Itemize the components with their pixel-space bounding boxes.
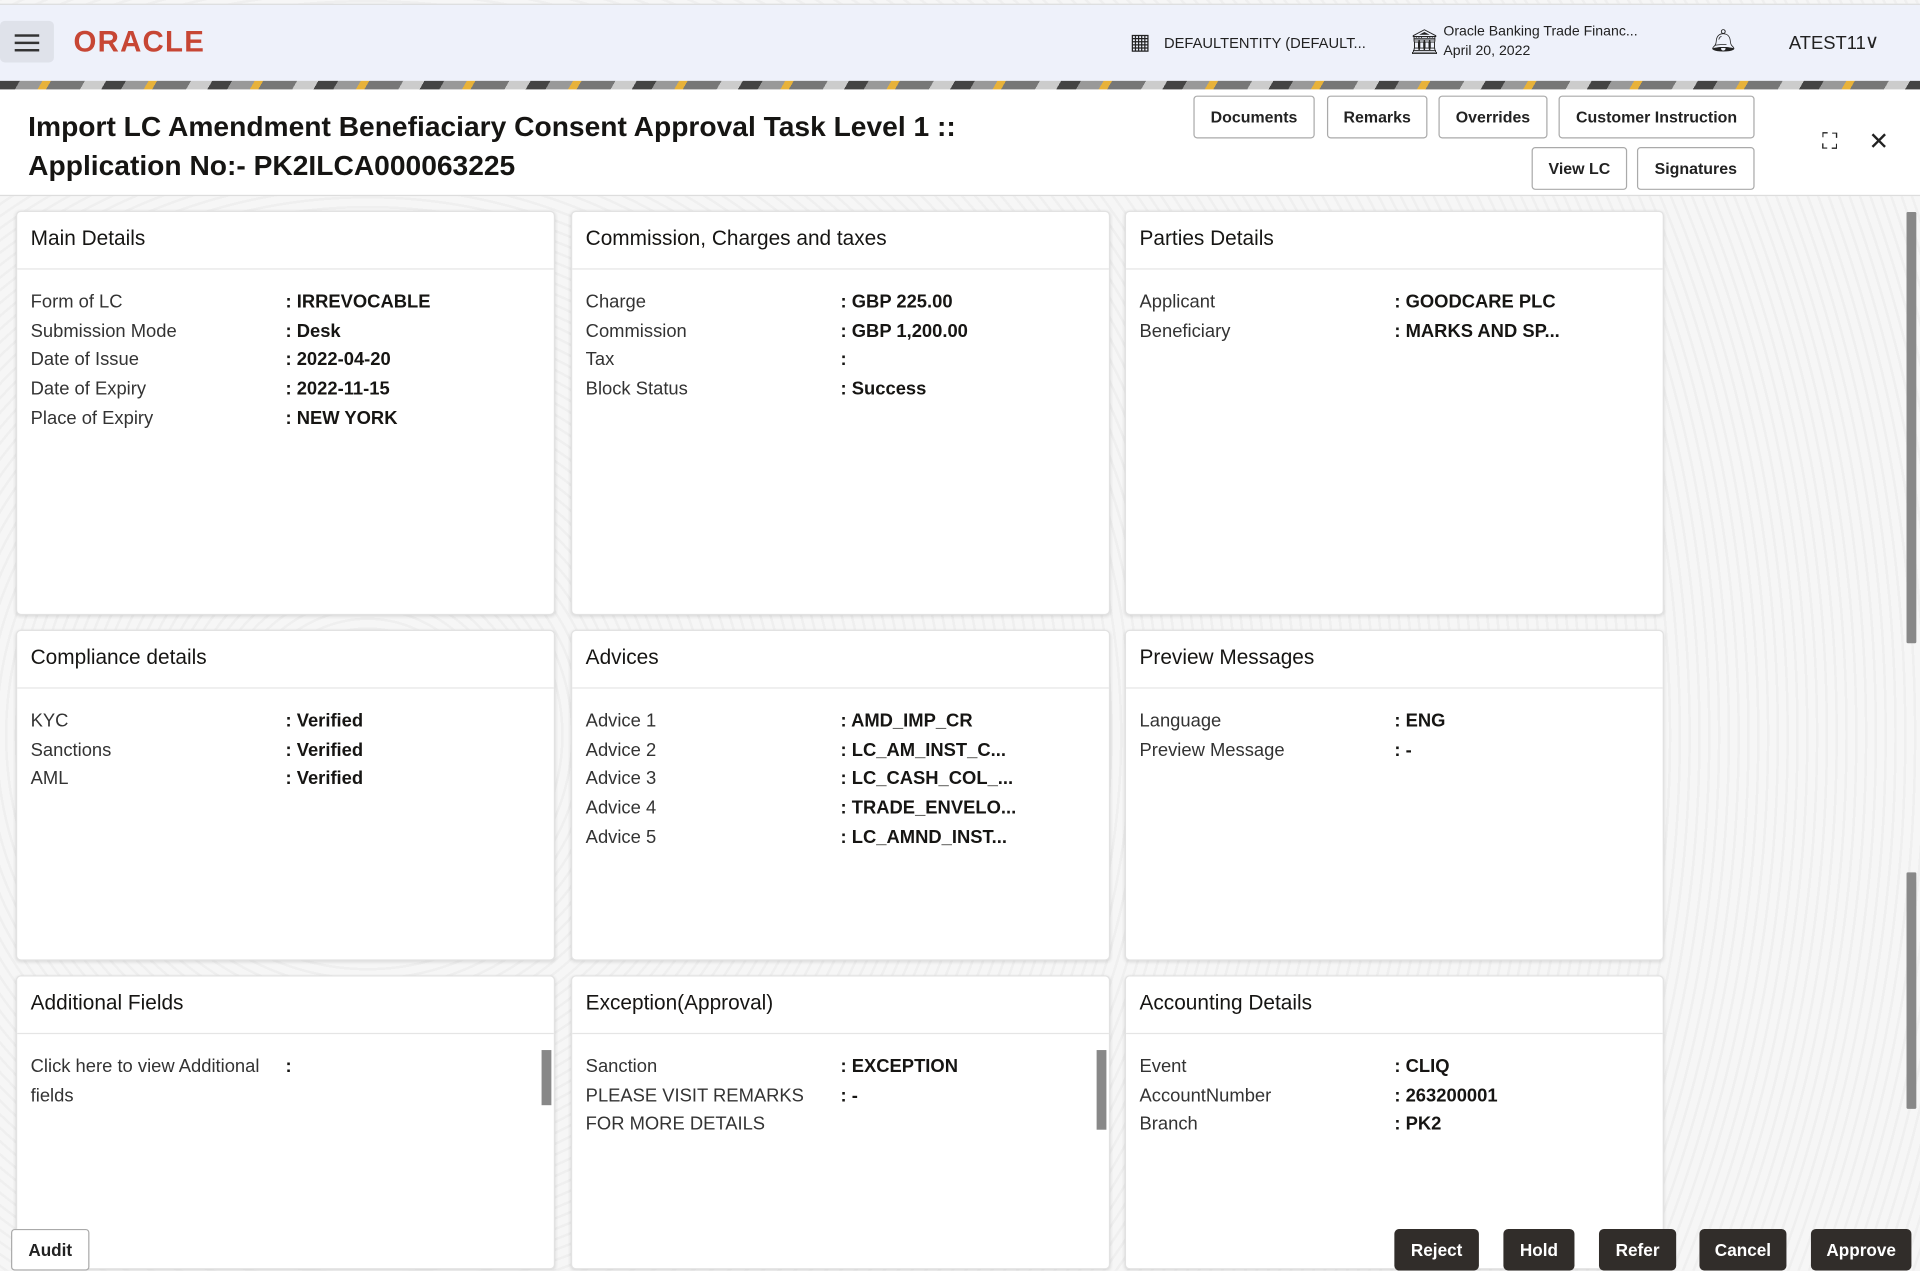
field-value: : IRREVOCABLE — [285, 291, 431, 313]
field-label: Advice 1 — [585, 710, 657, 732]
overrides-button[interactable]: Overrides — [1438, 96, 1547, 139]
card-scrollbar[interactable] — [1097, 1050, 1107, 1130]
field-label: Block Status — [585, 378, 688, 400]
card-title: Main Details — [17, 212, 554, 270]
field-label: AccountNumber — [1139, 1085, 1272, 1107]
field-value: : GBP 225.00 — [840, 291, 953, 313]
field-label: KYC — [30, 710, 69, 732]
field-value: : LC_AMND_INST... — [840, 826, 1007, 848]
top-header — [0, 4, 1920, 81]
reject-button[interactable]: Reject — [1394, 1229, 1479, 1271]
field-value: : - — [840, 1085, 858, 1107]
field-row — [586, 317, 1096, 346]
card-title: Additional Fields — [17, 977, 554, 1035]
documents-button[interactable]: Documents — [1193, 96, 1314, 139]
field-row — [586, 707, 1096, 736]
field-label: Sanction — [585, 1056, 658, 1078]
signatures-button[interactable]: Signatures — [1637, 147, 1755, 190]
field-value: : 263200001 — [1394, 1085, 1498, 1107]
card-title: Accounting Details — [1126, 977, 1663, 1035]
card-title: Compliance details — [17, 631, 554, 689]
field-value: : — [285, 1056, 292, 1078]
field-label: Commission — [585, 320, 687, 342]
field-value: : Desk — [285, 320, 341, 342]
field-row — [31, 1053, 541, 1111]
page-scrollbar[interactable] — [1905, 202, 1917, 1225]
bell-icon[interactable]: 🔔︎ — [1709, 28, 1738, 53]
scrollbar-thumb[interactable] — [1907, 212, 1917, 643]
card-title: Parties Details — [1126, 212, 1663, 270]
field-row — [586, 346, 1096, 375]
field-value: : NEW YORK — [285, 407, 398, 429]
page-title — [28, 107, 956, 185]
cancel-button[interactable]: Cancel — [1699, 1229, 1786, 1271]
building-icon: ▦ — [1129, 29, 1151, 54]
field-label[interactable]: Click here to view Additional fields — [30, 1056, 260, 1107]
field-row — [31, 404, 541, 433]
field-row — [31, 317, 541, 346]
card-main-details — [16, 211, 555, 615]
entity-selector[interactable]: DEFAULTENTITY (DEFAULT... — [1164, 34, 1366, 52]
card-title: Preview Messages — [1126, 631, 1663, 689]
field-value: : Verified — [285, 710, 364, 732]
card-preview-messages — [1125, 630, 1664, 961]
field-value: : PK2 — [1394, 1114, 1442, 1136]
field-label: Submission Mode — [30, 320, 177, 342]
field-value: : 2022-11-15 — [285, 378, 390, 400]
card-compliance-details — [16, 630, 555, 961]
field-value: : Verified — [285, 768, 364, 790]
field-row — [586, 736, 1096, 765]
field-row — [1140, 1053, 1650, 1082]
user-menu[interactable]: ATEST11 — [1788, 33, 1866, 54]
card-additional-fields — [16, 975, 555, 1269]
field-label: Sanctions — [30, 739, 112, 761]
field-value: : MARKS AND SP... — [1394, 320, 1560, 342]
hold-button[interactable]: Hold — [1503, 1229, 1574, 1271]
decorative-strip — [0, 81, 1920, 90]
field-value: : - — [1394, 739, 1412, 761]
oracle-logo: ORACLE — [73, 25, 206, 59]
field-row — [1140, 736, 1650, 765]
card-commission-charges-and-taxes — [571, 211, 1110, 615]
field-row — [31, 288, 541, 317]
field-label: Language — [1139, 710, 1222, 732]
field-row — [1140, 317, 1650, 346]
field-value: : GOODCARE PLC — [1394, 291, 1556, 313]
approve-button[interactable]: Approve — [1811, 1229, 1911, 1271]
field-value: : TRADE_ENVELO... — [840, 797, 1017, 819]
card-advices — [571, 630, 1110, 961]
field-label: Beneficiary — [1139, 320, 1231, 342]
field-label: Date of Expiry — [30, 378, 147, 400]
field-label: Branch — [1139, 1114, 1198, 1136]
field-label: Charge — [585, 291, 646, 313]
field-label: Form of LC — [30, 291, 123, 313]
field-label: Applicant — [1139, 291, 1216, 313]
field-label: Advice 5 — [585, 826, 657, 848]
field-label: Advice 2 — [585, 739, 657, 761]
close-icon[interactable]: ✕ — [1868, 128, 1890, 156]
field-row — [31, 736, 541, 765]
card-title: Commission, Charges and taxes — [572, 212, 1109, 270]
field-row — [586, 1053, 1096, 1082]
field-row — [31, 765, 541, 794]
field-row — [586, 794, 1096, 823]
audit-button[interactable]: Audit — [11, 1229, 89, 1271]
card-title: Exception(Approval) — [572, 977, 1109, 1035]
field-label: AML — [30, 768, 69, 790]
field-label: Advice 4 — [585, 797, 657, 819]
remarks-button[interactable]: Remarks — [1327, 96, 1427, 139]
bank-icon: 🏛 — [1409, 29, 1441, 57]
field-row — [586, 1082, 1096, 1140]
field-value: : — [840, 349, 847, 371]
field-label: Place of Expiry — [30, 407, 154, 429]
field-row — [586, 823, 1096, 852]
field-row — [586, 288, 1096, 317]
field-row — [31, 707, 541, 736]
field-row — [1140, 288, 1650, 317]
field-label: Preview Message — [1139, 739, 1285, 761]
field-value: : EXCEPTION — [840, 1056, 958, 1078]
title-panel — [0, 89, 1920, 196]
field-label: Date of Issue — [30, 349, 139, 371]
app-date: April 20, 2022 — [1443, 44, 1531, 59]
field-row — [1140, 1111, 1650, 1140]
card-exception-approval — [571, 975, 1110, 1269]
view-lc-button[interactable]: View LC — [1532, 147, 1628, 190]
chevron-down-icon[interactable]: ∨ — [1864, 31, 1880, 53]
scrollbar-thumb[interactable] — [1907, 872, 1917, 1108]
field-row — [586, 765, 1096, 794]
refer-button[interactable]: Refer — [1599, 1229, 1676, 1271]
field-row — [1140, 1082, 1650, 1111]
compress-icon[interactable]: ⛶ — [1821, 128, 1838, 154]
field-value: : LC_CASH_COL_... — [840, 768, 1014, 790]
field-value: : Success — [840, 378, 927, 400]
field-label: Tax — [585, 349, 615, 371]
app-name[interactable]: Oracle Banking Trade Financ... — [1443, 24, 1638, 40]
field-value: : LC_AM_INST_C... — [840, 739, 1006, 761]
field-value: : GBP 1,200.00 — [840, 320, 968, 342]
field-label: PLEASE VISIT REMARKS FOR MORE DETAILS — [585, 1085, 804, 1136]
field-value: : ENG — [1394, 710, 1446, 732]
field-row — [1140, 707, 1650, 736]
application-number: Application No:- PK2ILCA000063225 — [28, 149, 516, 182]
card-scrollbar[interactable] — [542, 1050, 552, 1105]
field-row — [586, 375, 1096, 404]
field-label: Advice 3 — [585, 768, 657, 790]
field-value: : 2022-04-20 — [285, 349, 391, 371]
field-value: : Verified — [285, 739, 364, 761]
field-label: Event — [1139, 1056, 1187, 1078]
hamburger-menu-button[interactable] — [0, 21, 54, 63]
card-parties-details — [1125, 211, 1664, 615]
field-row — [31, 346, 541, 375]
title-line: Import LC Amendment Benefiaciary Consent Approval Task Level 1 :: — [28, 110, 956, 143]
field-value: : AMD_IMP_CR — [840, 710, 973, 732]
customer-instruction-button[interactable]: Customer Instruction — [1559, 96, 1755, 139]
card-accounting-details — [1125, 975, 1664, 1269]
card-title: Advices — [572, 631, 1109, 689]
field-row — [31, 375, 541, 404]
field-value: : CLIQ — [1394, 1056, 1450, 1078]
